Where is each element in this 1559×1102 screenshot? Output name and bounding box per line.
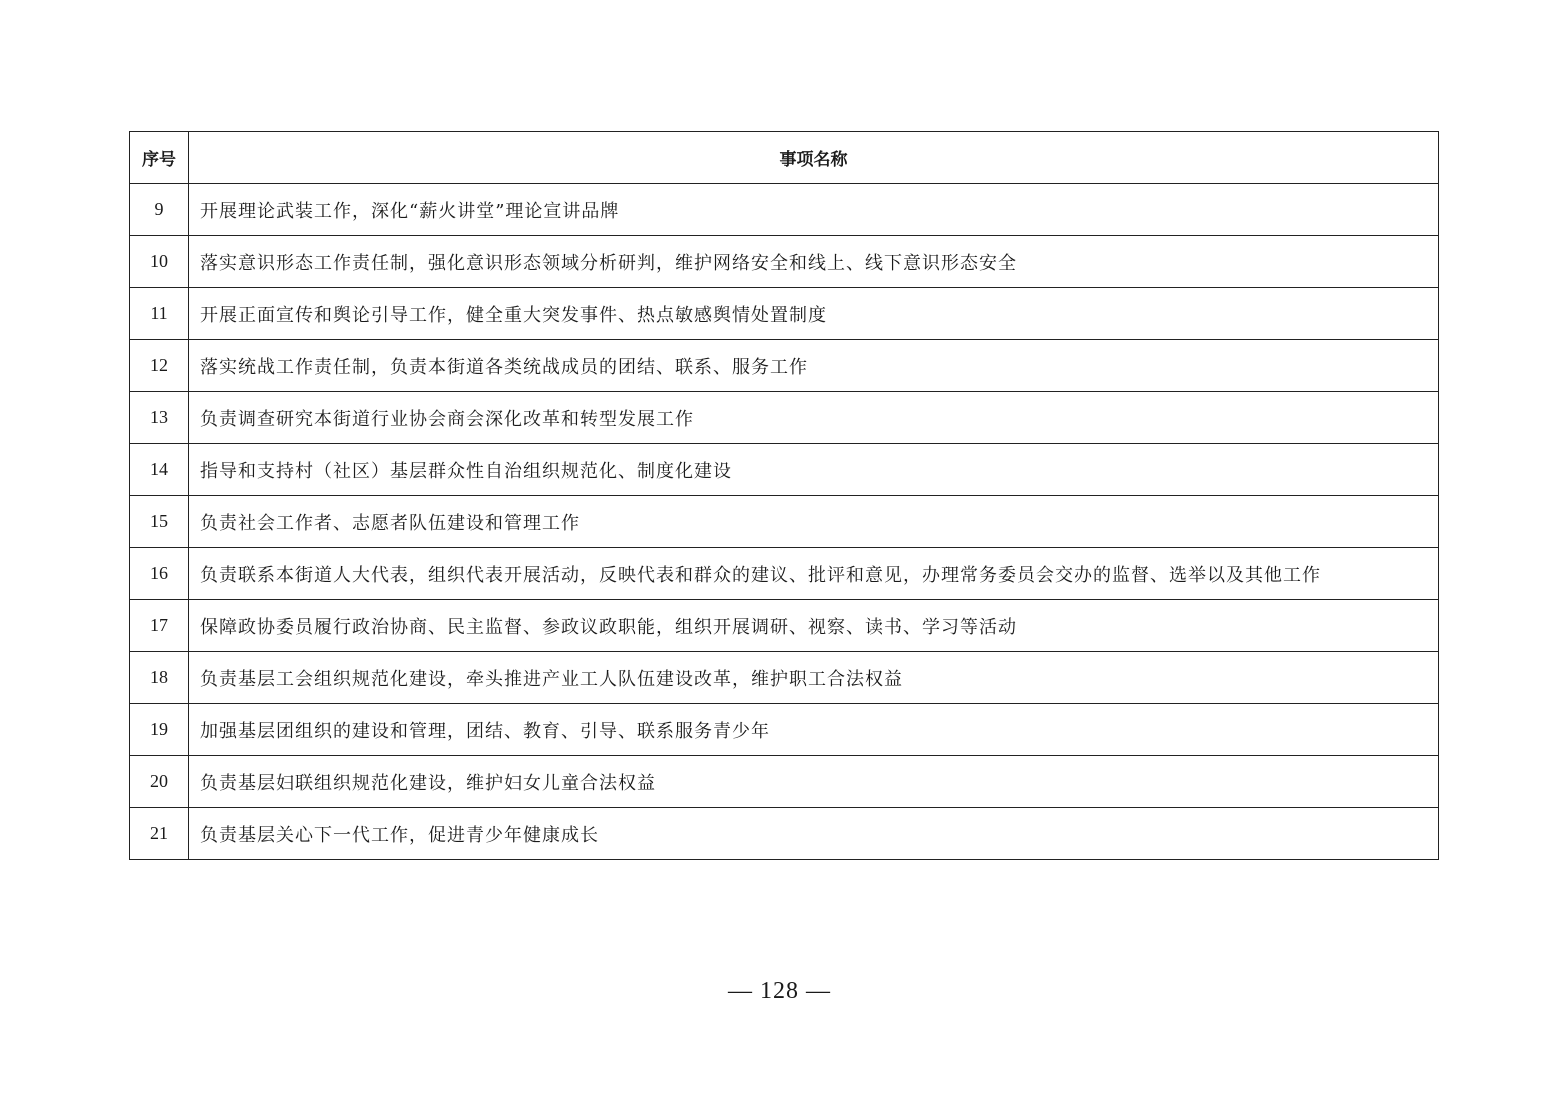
row-number: 14 [130,444,189,496]
row-item-name: 落实统战工作责任制，负责本街道各类统战成员的团结、联系、服务工作 [189,340,1439,392]
table-row [130,808,1439,860]
table-header-row [130,132,1439,184]
table-row [130,444,1439,496]
row-number: 15 [130,496,189,548]
row-number: 10 [130,236,189,288]
header-number: 序号 [130,132,189,184]
row-item-name: 保障政协委员履行政治协商、民主监督、参政议政职能，组织开展调研、视察、读书、学习等活动 [189,600,1439,652]
row-item-name: 开展理论武装工作，深化“薪火讲堂”理论宣讲品牌 [189,184,1439,236]
row-item-name: 落实意识形态工作责任制，强化意识形态领域分析研判，维护网络安全和线上、线下意识形态安全 [189,236,1439,288]
row-number: 21 [130,808,189,860]
row-item-name: 负责基层关心下一代工作，促进青少年健康成长 [189,808,1439,860]
table-row [130,652,1439,704]
row-number: 19 [130,704,189,756]
row-number: 17 [130,600,189,652]
table-row [130,548,1439,600]
table-row [130,496,1439,548]
row-item-name: 负责联系本街道人大代表，组织代表开展活动，反映代表和群众的建议、批评和意见，办理常务委员会交办的监督、选举以及其他工作 [189,548,1439,600]
row-number: 13 [130,392,189,444]
table-row [130,600,1439,652]
table-row [130,704,1439,756]
row-item-name: 负责基层妇联组织规范化建设，维护妇女儿童合法权益 [189,756,1439,808]
row-item-name: 指导和支持村（社区）基层群众性自治组织规范化、制度化建设 [189,444,1439,496]
table-row [130,288,1439,340]
table-row [130,756,1439,808]
table-row [130,184,1439,236]
row-number: 18 [130,652,189,704]
table-body [130,184,1439,860]
row-number: 11 [130,288,189,340]
row-number: 16 [130,548,189,600]
table-row [130,340,1439,392]
header-item-name: 事项名称 [189,132,1439,184]
row-number: 9 [130,184,189,236]
row-number: 12 [130,340,189,392]
items-table [129,131,1439,860]
table-row [130,392,1439,444]
row-item-name: 加强基层团组织的建设和管理，团结、教育、引导、联系服务青少年 [189,704,1439,756]
row-item-name: 负责基层工会组织规范化建设，牵头推进产业工人队伍建设改革，维护职工合法权益 [189,652,1439,704]
row-item-name: 开展正面宣传和舆论引导工作，健全重大突发事件、热点敏感舆情处置制度 [189,288,1439,340]
page-number: — 128 — [728,978,831,1004]
row-number: 20 [130,756,189,808]
row-item-name: 负责调查研究本街道行业协会商会深化改革和转型发展工作 [189,392,1439,444]
table-row [130,236,1439,288]
row-item-name: 负责社会工作者、志愿者队伍建设和管理工作 [189,496,1439,548]
